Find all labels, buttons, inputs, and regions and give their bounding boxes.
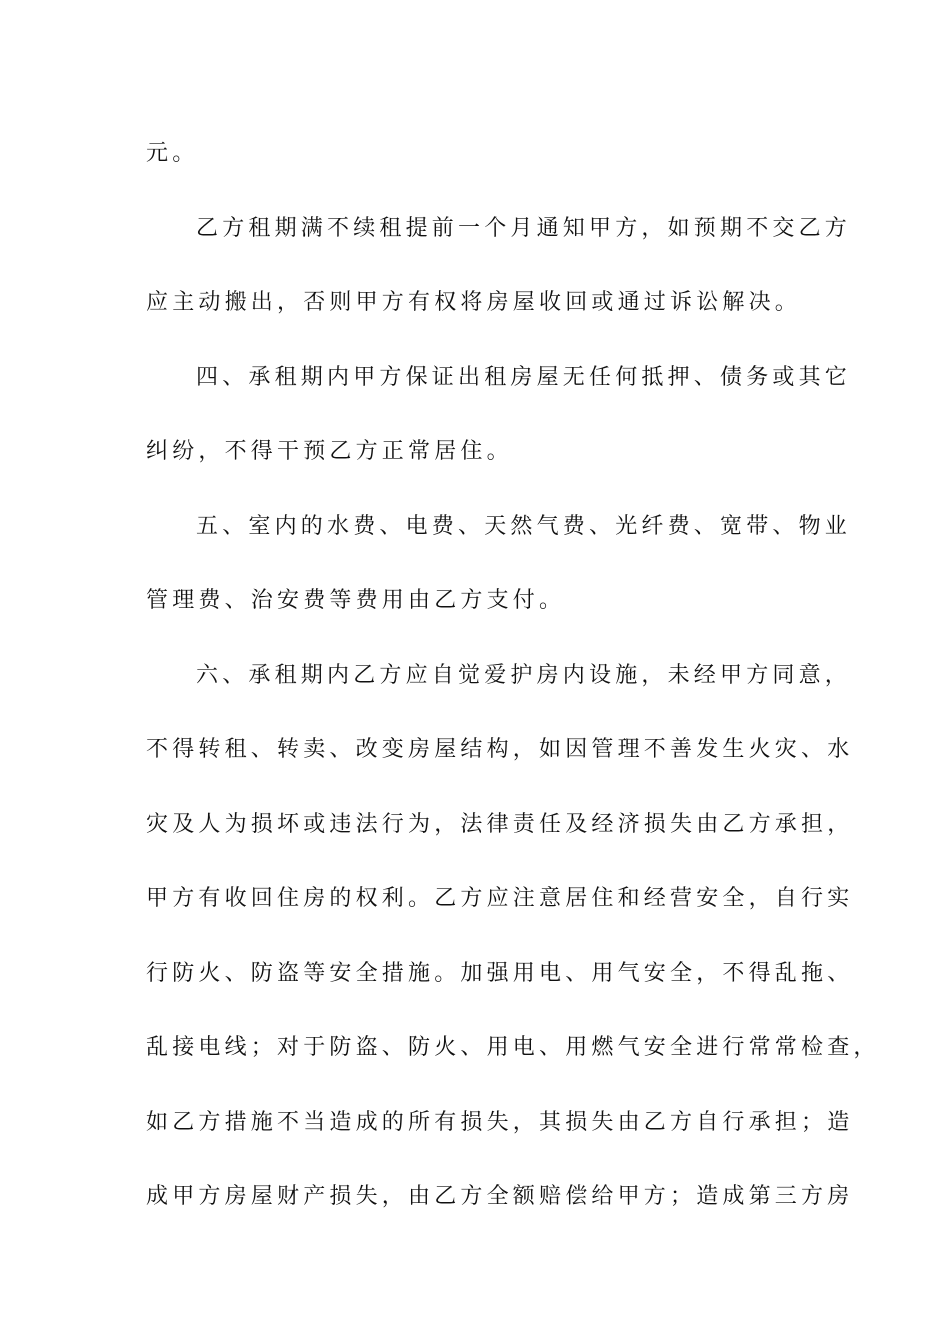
text-line: 管理费、治安费等费用由乙方支付。 <box>146 588 566 613</box>
section-four-start-line: 四、承租期内甲方保证出租房屋无任何抵押、债务或其它 <box>196 364 852 390</box>
paragraph-start-line: 乙方租期满不续租提前一个月通知甲方，如预期不交乙方 <box>196 215 852 241</box>
text-line: 应主动搬出，否则甲方有权将房屋收回或通过诉讼解决。 <box>146 290 802 315</box>
text-line: 灾及人为损坏或违法行为，法律责任及经济损失由乙方承担， <box>146 811 854 837</box>
text-line: 如乙方措施不当造成的所有损失，其损失由乙方自行承担；造 <box>146 1109 854 1135</box>
text-line: 元。 <box>146 141 199 166</box>
text-line: 不得转租、转卖、改变房屋结构，如因管理不善发生火灾、水 <box>146 737 854 762</box>
section-five-start-line: 五、室内的水费、电费、天然气费、光纤费、宽带、物业 <box>196 513 852 539</box>
text-line: 成甲方房屋财产损失，由乙方全额赔偿给甲方；造成第三方房 <box>146 1184 854 1209</box>
section-six-start-line: 六、承租期内乙方应自觉爱护房内设施，未经甲方同意， <box>196 662 852 688</box>
text-line: 甲方有收回住房的权利。乙方应注意居住和经营安全，自行实 <box>146 886 854 911</box>
text-line: 行防火、防盗等安全措施。加强用电、用气安全，不得乱拖、 <box>146 960 854 986</box>
text-line: 乱接电线；对于防盗、防火、用电、用燃气安全进行常常检查， <box>146 1035 880 1060</box>
contract-body-text <box>146 132 880 1250</box>
text-line: 纠纷，不得干预乙方正常居住。 <box>146 439 513 464</box>
